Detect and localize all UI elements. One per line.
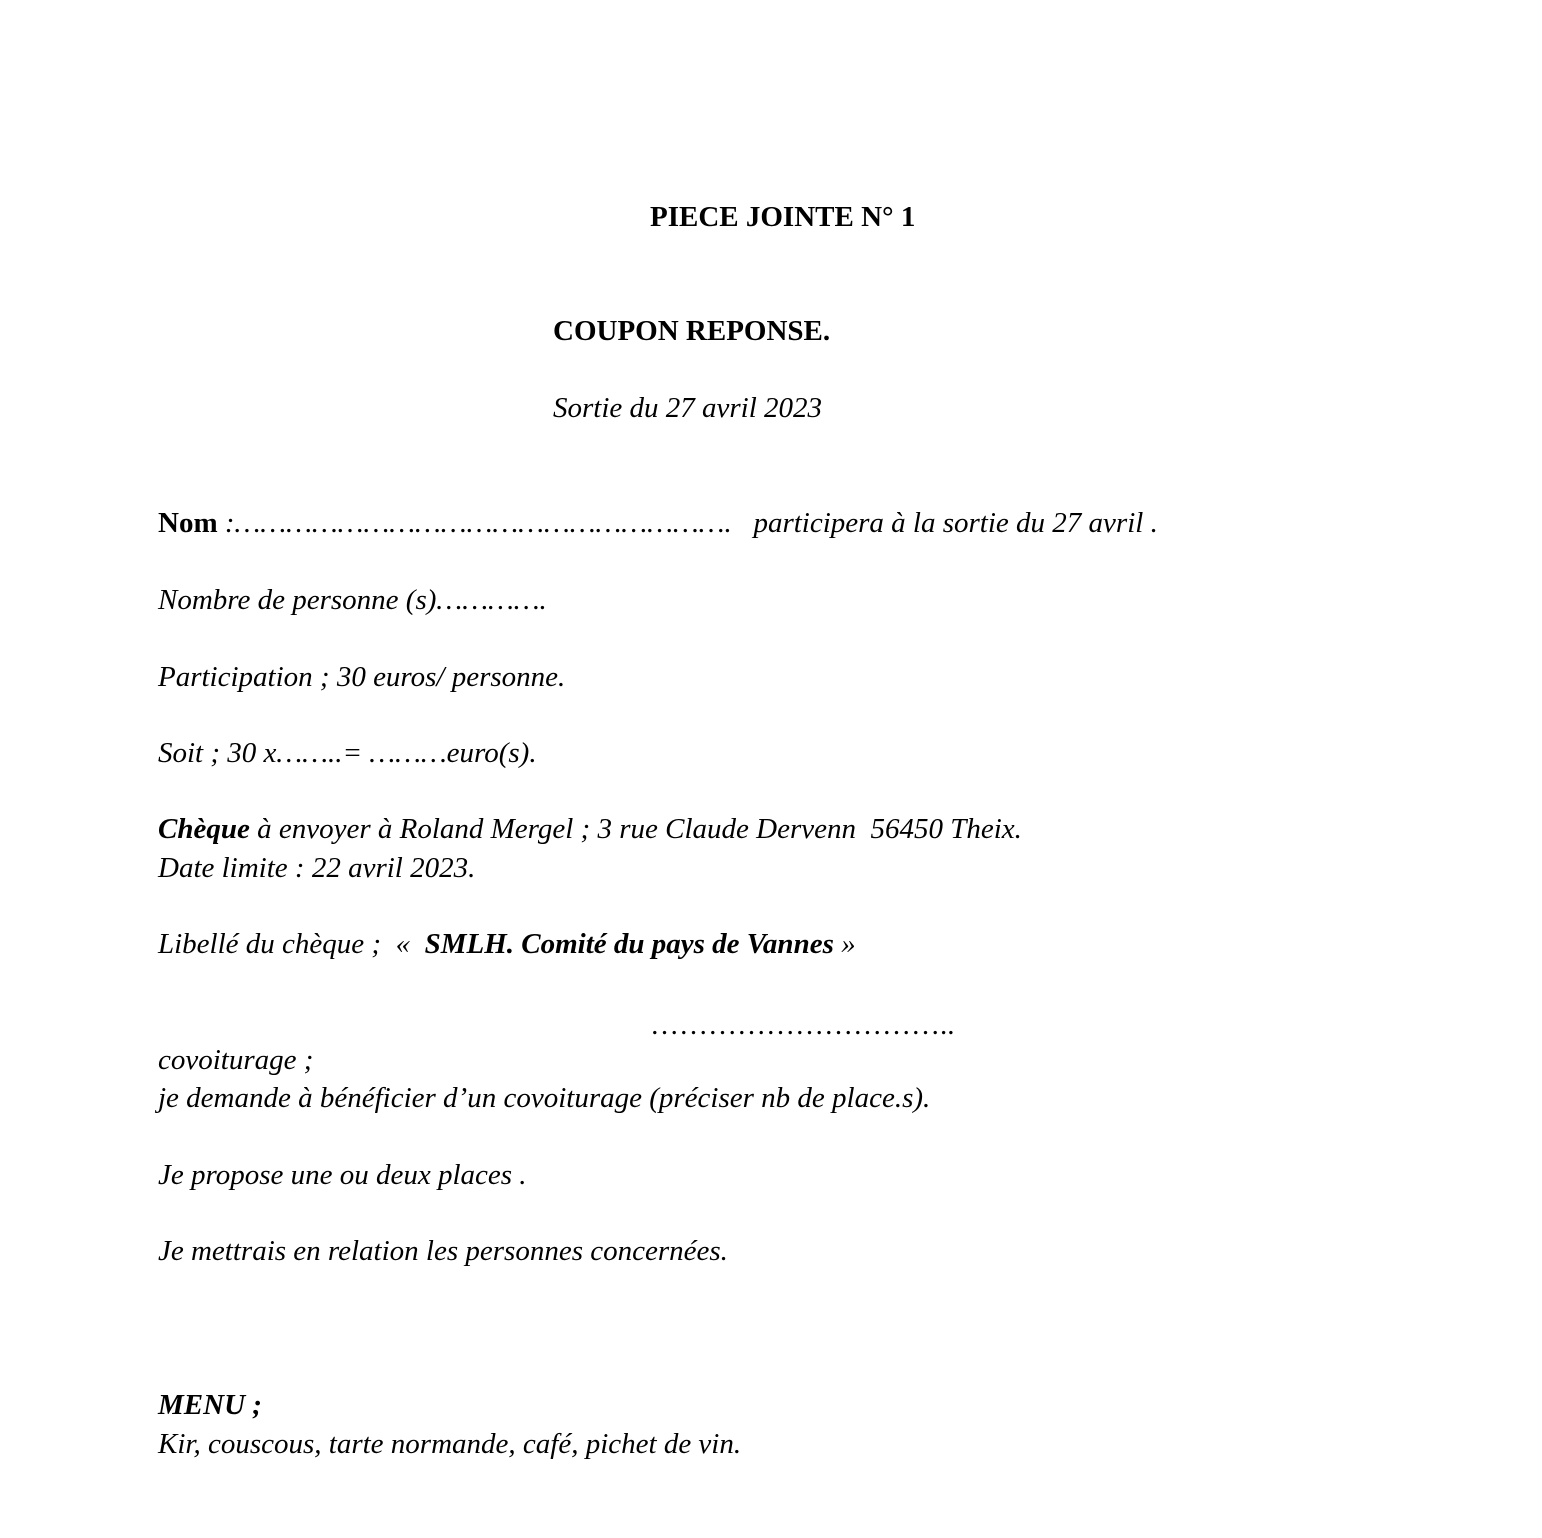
menu-items: Kir, couscous, tarte normande, café, pichet de vin. — [158, 1428, 742, 1460]
payee: SMLH. Comité du pays de Vannes — [424, 928, 834, 960]
libelle-suffix: » — [833, 928, 856, 960]
nom-line — [158, 506, 1158, 540]
cheque-label: Chèque — [158, 813, 250, 845]
menu-heading: MENU ; — [158, 1389, 262, 1421]
covoiturage-request: je demande à bénéficier d’un covoiturage (préciser nb de place.s). — [158, 1082, 931, 1114]
coupon-heading: COUPON REPONSE. — [553, 315, 831, 347]
event-date: Sortie du 27 avril 2023 — [553, 392, 823, 424]
libelle-prefix: Libellé du chèque ; « — [158, 928, 425, 960]
dots-line: ………………………….. — [650, 1009, 955, 1041]
cheque-address: à envoyer à Roland Mergel ; 3 rue Claude Dervenn 56450 Theix. — [249, 813, 1022, 845]
covoiturage-offer: Je propose une ou deux places . — [158, 1159, 527, 1191]
participation-line: Participation ; 30 euros/ personne. — [158, 661, 566, 693]
covoiturage-relation: Je mettrais en relation les personnes concernées. — [158, 1235, 728, 1267]
date-limite: Date limite : 22 avril 2023. — [158, 852, 476, 884]
nom-label: Nom — [158, 507, 218, 539]
soit-line: Soit ; 30 x……..= ………euro(s). — [158, 737, 537, 769]
nombre-line: Nombre de personne (s)…………. — [158, 584, 547, 616]
nom-field: :…………………………………………………. participera à la sortie du 27 avril . — [217, 507, 1158, 539]
document-title: PIECE JOINTE N° 1 — [650, 201, 916, 233]
covoiturage-heading: covoiturage ; — [158, 1044, 314, 1076]
libelle-line — [158, 927, 856, 961]
cheque-line — [158, 812, 1022, 846]
